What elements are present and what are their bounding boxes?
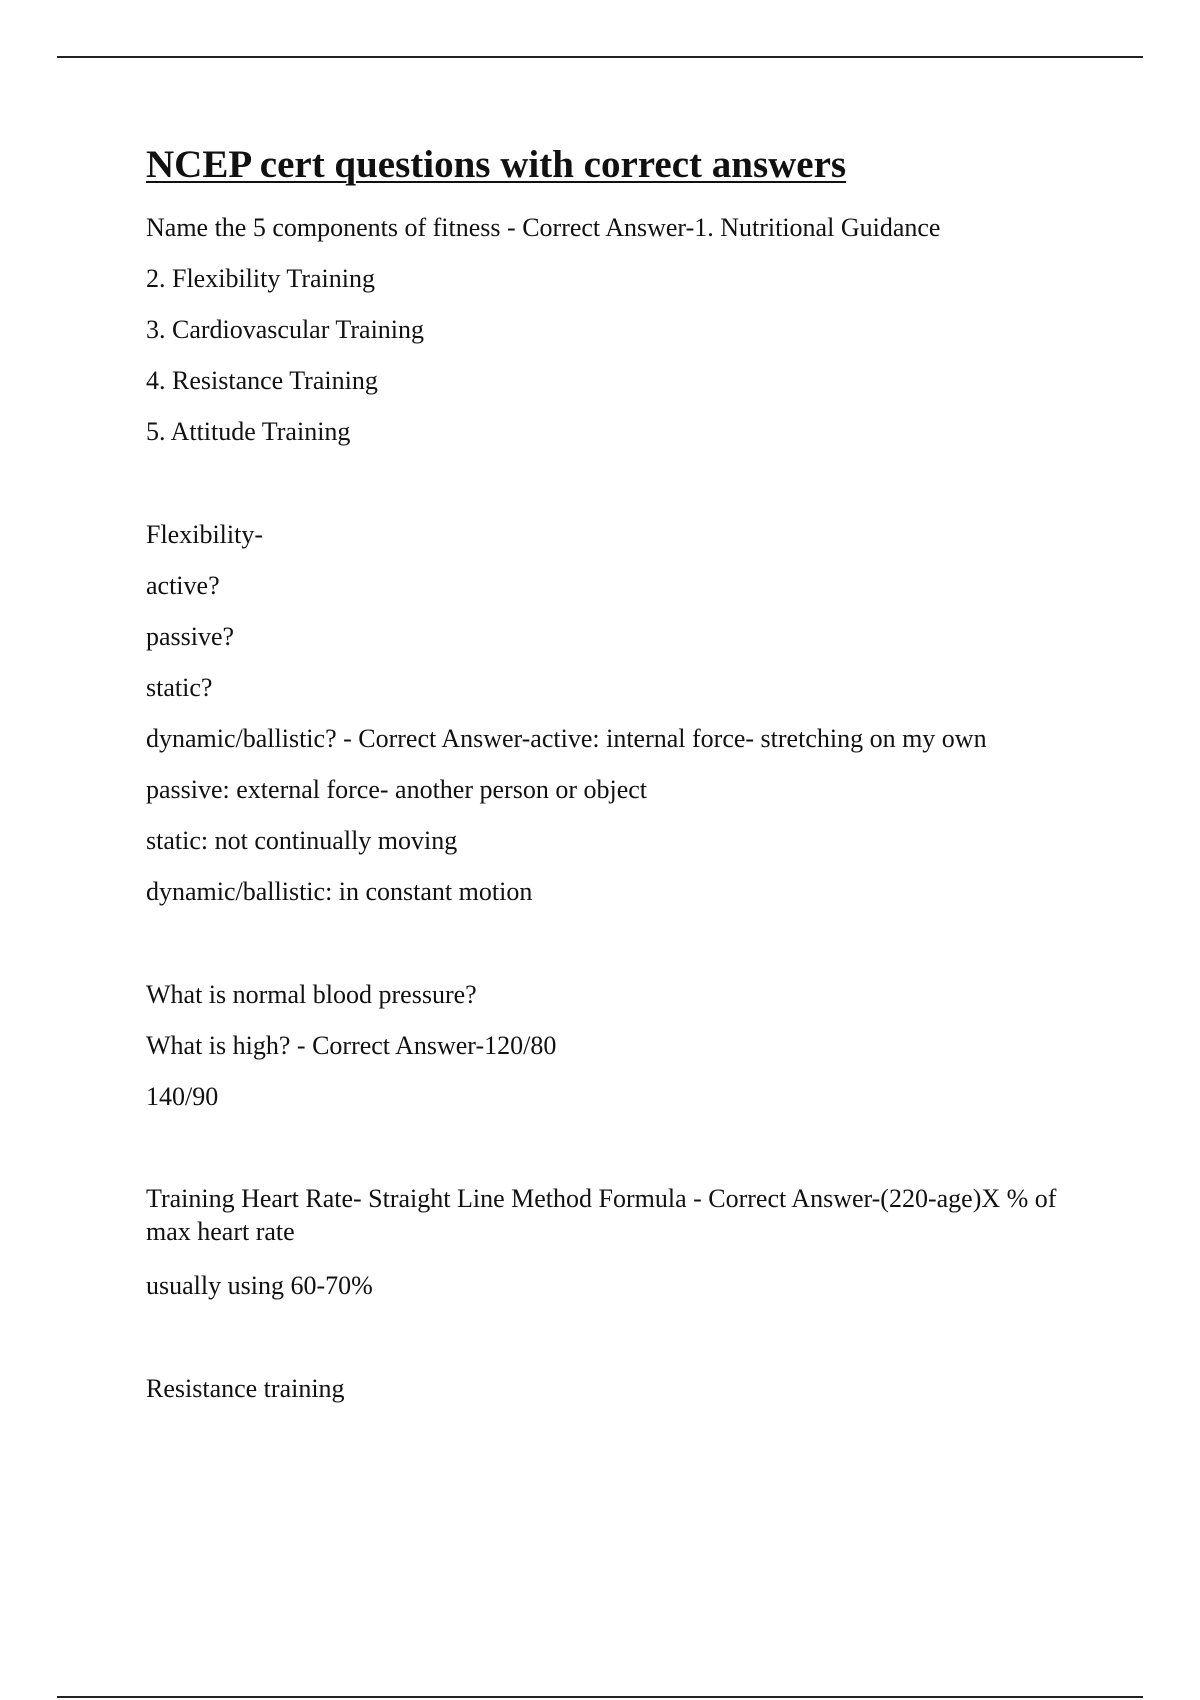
question-line: passive? bbox=[146, 622, 235, 651]
answer-line: 3. Cardiovascular Training bbox=[146, 315, 425, 344]
bottom-rule bbox=[57, 1696, 1143, 1698]
answer-line: dynamic/ballistic: in constant motion bbox=[146, 877, 533, 906]
answer-line: 5. Attitude Training bbox=[146, 417, 351, 446]
question-line: Resistance training bbox=[146, 1374, 345, 1403]
document-title: NCEP cert questions with correct answers bbox=[146, 143, 847, 186]
question-line: What is high? - Correct Answer-120/80 bbox=[146, 1031, 557, 1060]
question-line: static? bbox=[146, 673, 213, 702]
answer-line: passive: external force- another person or object bbox=[146, 775, 648, 804]
answer-line: 4. Resistance Training bbox=[146, 366, 378, 395]
answer-line: 2. Flexibility Training bbox=[146, 264, 375, 293]
question-line: Training Heart Rate- Straight Line Method Formula - Correct Answer-(220-age)X % of max heart rate bbox=[146, 1184, 1057, 1246]
answer-line: 140/90 bbox=[146, 1082, 219, 1111]
question-line: dynamic/ballistic? - Correct Answer-active: internal force- stretching on my own bbox=[146, 724, 987, 753]
question-line: Name the 5 components of fitness - Correct Answer-1. Nutritional Guidance bbox=[146, 213, 941, 242]
question-line: active? bbox=[146, 571, 220, 600]
question-line: Flexibility- bbox=[146, 520, 263, 549]
answer-line: usually using 60-70% bbox=[146, 1271, 373, 1300]
answer-line: static: not continually moving bbox=[146, 826, 458, 855]
top-rule bbox=[57, 56, 1143, 58]
question-line: What is normal blood pressure? bbox=[146, 980, 477, 1009]
